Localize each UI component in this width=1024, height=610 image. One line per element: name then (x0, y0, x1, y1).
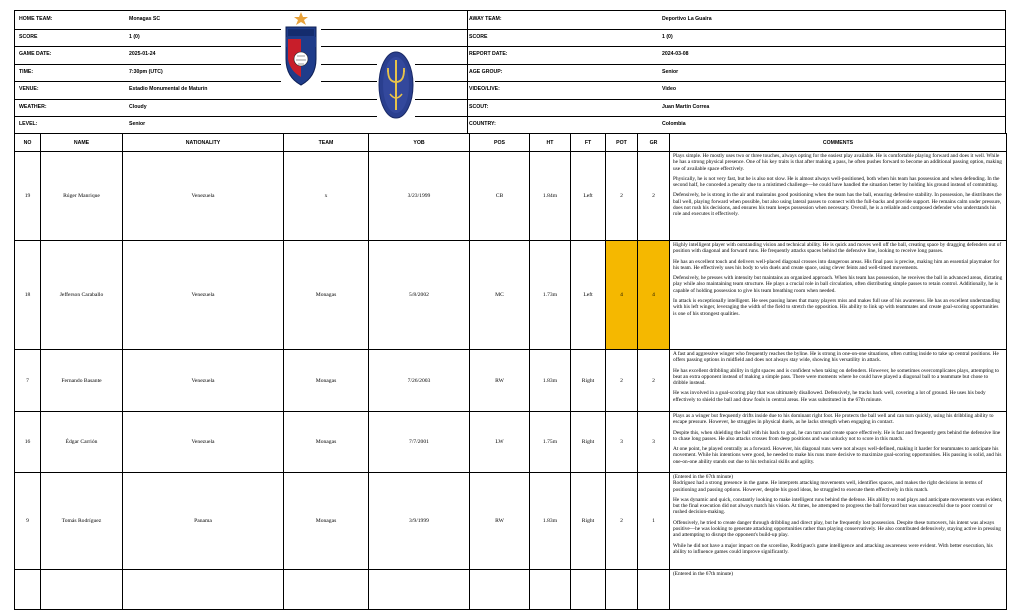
comment-paragraph: At one point, he played centrally as a forward. However, his diagonal runs were not always well-defined, making it harder for teammates to anticipate his movement. While his intentions were good, he needed to make his runs more decisive to maximize goal-scoring opportunities. His passing is solid, and his one-on-one ability stands out due to his technical skills and agility. (673, 446, 1002, 465)
comment-paragraph: In attack is exceptionally intelligent. He sees passing lanes that many players miss and makes full use of his awareness. He has an excellent understanding with his left winger, leveraging the width of the field to stretch the opposition. His ability to link up with teammates and create goal-scoring opportunities is one of his strongest qualities. (673, 298, 1000, 317)
weather-label: WEATHER: (19, 103, 47, 110)
info-row-venue (15, 81, 1005, 100)
table-row (15, 152, 1007, 241)
video-value: Video (662, 86, 677, 92)
cell-no: 18 (15, 241, 41, 350)
comment-paragraph: (Entered in the 67th minute) (673, 571, 734, 577)
comment-paragraph: He has excellent dribbling ability in tight spaces and is confident when taking on defenders. However, he sometimes overcomplicates plays, attempting to beat an extra opponent instead of making a simple pass. There were moments where he could have played a diagonal ball to a teammate but chose to dribble instead. (673, 367, 1000, 387)
video-label: VIDEO/LIVE: (469, 86, 500, 92)
comment-paragraph: He was dynamic and quick, constantly looking to make intelligent runs behind the defense. His ability to read plays and anticipate movements was evident, but the final execution did not always match his vision. At times, he attempted to progress the ball forward but was unsuccessful due to poor control or rushed decision-making. (673, 496, 1003, 516)
comments-text (673, 153, 1003, 218)
cell-pos: LW (470, 412, 530, 473)
comment-paragraph: Physically, he is not very fast, but he is also not slow. He is almost always well-positioned, both when his team has possession and when defending. In the second half, he conceded a penalty due to a mistimed challenge—he could have handled the situation better by holding his ground instead of committing. (673, 175, 1000, 189)
cell-ft (571, 570, 606, 610)
cell-gr: 3 (638, 412, 670, 473)
comments-text (673, 242, 1003, 317)
scout-label: SCOUT: (469, 103, 489, 110)
col-header-nationality: NATIONALITY (123, 134, 284, 152)
cell-team: Monagas (284, 241, 369, 350)
info-row-time (15, 64, 1005, 83)
cell-no: 19 (15, 152, 41, 241)
info-row-score (15, 29, 1005, 48)
cell-comments (670, 570, 1007, 610)
cell-comments (670, 412, 1007, 473)
cell-yob: 3/23/1999 (369, 152, 470, 241)
game-date-label: GAME DATE: (19, 51, 52, 57)
table-row (15, 473, 1007, 570)
comment-paragraph: Highly intelligent player with outstanding vision and technical ability. He is quick and moves well off the ball, creating space by dragging defenders out of position with diagonal and forward runs. He frequently attacks spaces behind the defensive line, looking to receive long passes. (673, 242, 1002, 255)
col-header-team: TEAM (284, 134, 369, 152)
col-header-pot: POT (606, 134, 638, 152)
table-row (15, 241, 1007, 350)
cell-ft: Left (571, 241, 606, 350)
cell-team: Monagas (284, 350, 369, 412)
cell-pos: RW (470, 473, 530, 570)
weather-value: Cloudy (129, 103, 147, 110)
cell-ft: Right (571, 350, 606, 412)
cell-pos: RW (470, 350, 530, 412)
info-row-weather (15, 99, 1005, 118)
cell-nationality: Venezuela (123, 152, 284, 241)
away-team-logo (377, 50, 415, 120)
away-team-label: AWAY TEAM: (469, 16, 502, 22)
comments-text (673, 571, 1003, 577)
cell-yob: 5/8/2002 (369, 241, 470, 350)
venue-value: Estadio Monumental de Maturín (129, 86, 208, 92)
cell-yob: 7/7/2001 (369, 412, 470, 473)
cell-gr (638, 570, 670, 610)
cell-pos: MC (470, 241, 530, 350)
level-value: Senior (129, 121, 146, 127)
comment-paragraph: Defensively, he presses with intensity but maintains an organized approach. When his team has possession, he receives the ball in advanced areas, dictating play while also maintaining team structure. He plays a crucial role in ball circulation, often distributing simple passes to retain control. Additionally, he is capable of holding possession to give his team breathing room when needed. (673, 275, 1003, 294)
comment-paragraph: Offensively, he tried to create danger through dribbling and direct play, but he frequently lost possession. Despite these turnovers, his intent was always positive—he was looking to generate attacking opportunities rather than playing conservatively. He also contributed defensively, staying active in pressing and attempting to disrupt the opponent's build-up play. (673, 519, 1001, 539)
comment-paragraph: A fast and aggressive winger who frequently reaches the byline. He is strong in one-on-one situations, often cutting inside to take up central positions. He offers passing options in midfield and does not always stay wide, showing his versatility in attack. (673, 351, 999, 364)
cell-name: Fernando Basante (41, 350, 123, 412)
comment-paragraph: Despite this, when shielding the ball with his back to goal, he can turn and create space effectively. He is fast and frequently gets behind the defensive line to chase long passes. He also attacks crosses from deep positions and was unlucky not to score in this match. (673, 429, 1001, 442)
comment-paragraph: He has an excellent touch and delivers well-placed diagonal crosses into dangerous areas. His final pass is precise, making him an essential playmaker for his team. He effectively uses his body to win duels and create space, using clever feints and well-timed movements. (673, 258, 1000, 271)
comments-text (673, 351, 1003, 403)
cell-ft: Right (571, 412, 606, 473)
col-header-ft: FT (571, 134, 606, 152)
comment-paragraph: (Entered in the 67th minute) Rodríguez had a strong presence in the game. He interprets attacking movements well, identifies spaces, and makes the right decisions in terms of positioning and passing options. However, despite his good ideas, he struggled to execute them effectively in this match. (673, 474, 983, 493)
age-group-value: Senior (662, 68, 679, 75)
cell-name: Tomás Rodríguez (41, 473, 123, 570)
home-team-logo (281, 11, 321, 87)
country-label: COUNTRY: (469, 121, 496, 127)
cell-gr: 2 (638, 350, 670, 412)
cell-no: 9 (15, 473, 41, 570)
away-team-value: Deportivo La Guaira (662, 16, 712, 22)
venue-label: VENUE: (19, 86, 39, 92)
comment-paragraph: Plays as a winger but frequently drifts inside due to his dominant right foot. He protects the ball well and can turn quickly, using his dribbling ability to escape pressure. However, he struggles in physical duels, as he lacks strength when engaging in contact. (673, 413, 994, 426)
cell-ht: 1.83m (530, 473, 571, 570)
cell-nationality: Panama (123, 473, 284, 570)
cell-nationality: Venezuela (123, 241, 284, 350)
report-date-label: REPORT DATE: (469, 51, 508, 57)
table-header-row (15, 134, 1007, 152)
table-row (15, 412, 1007, 473)
cell-ht: 1.75m (530, 412, 571, 473)
age-group-label: AGE GROUP: (469, 68, 503, 75)
cell-name: Jefferson Caraballo (41, 241, 123, 350)
cell-pot: 2 (606, 152, 638, 241)
game-date-value: 2025-01-24 (129, 51, 156, 57)
cell-pos: CB (470, 152, 530, 241)
cell-pot: 2 (606, 350, 638, 412)
time-value: 7:30pm (UTC) (129, 68, 163, 75)
cell-comments (670, 152, 1007, 241)
cell-ft: Left (571, 152, 606, 241)
col-header-ht: HT (530, 134, 571, 152)
country-value: Colombia (662, 121, 686, 127)
report-date-value: 2024-03-08 (662, 51, 689, 57)
col-header-gr: GR (638, 134, 670, 152)
table-row (15, 570, 1007, 610)
cell-comments (670, 350, 1007, 412)
cell-pos (470, 570, 530, 610)
cell-pot (606, 570, 638, 610)
comment-paragraph: Defensively, he is strong in the air and maintains good positioning when the team has the ball, ensuring defensive stability. In possession, he distributes the ball well, playing forward when possible, but also using lateral passes to connect with the full-backs and provide support. He remains calm under pressure, does not rush his decisions, and ensures his team keeps possession when necessary. Overall, he is a reliable and composed defender who understands his role and executes it effectively. (673, 192, 1002, 218)
cell-ht (530, 570, 571, 610)
col-header-name: NAME (41, 134, 123, 152)
comment-paragraph: Plays simple. He mostly uses two or three touches, always opting for the easiest play available. He is comfortable playing forward and does it well. While he has a strong physical presence. One of his key traits is that after making a pass, he often pushes forward to become an additional passing option, making use of available space effectively. (673, 153, 1002, 172)
cell-ht: 1.73m (530, 241, 571, 350)
info-row-team (15, 11, 1005, 30)
info-row-date (15, 46, 1005, 65)
scout-value: Juan Martín Correa (662, 103, 710, 110)
comments-text (673, 474, 1003, 555)
match-info-header (14, 10, 1006, 134)
cell-yob: 7/26/2003 (369, 350, 470, 412)
home-team-label: HOME TEAM: (19, 16, 53, 22)
cell-team (284, 570, 369, 610)
cell-team: x (284, 152, 369, 241)
cell-name: Rúger Manrique (41, 152, 123, 241)
cell-team: Monagas (284, 412, 369, 473)
cell-name: Édgar Carrión (41, 412, 123, 473)
col-header-comments: COMMENTS (670, 134, 1007, 152)
scouting-report (14, 10, 1006, 577)
cell-nationality: Venezuela (123, 350, 284, 412)
col-header-pos: POS (470, 134, 530, 152)
cell-nationality: Venezuela (123, 412, 284, 473)
header-divider (467, 11, 468, 134)
cell-nationality (123, 570, 284, 610)
cell-ht: 1.83m (530, 350, 571, 412)
cell-gr: 2 (638, 152, 670, 241)
cell-gr: 4 (638, 241, 670, 350)
comment-paragraph: While he did not have a major impact on the scoreline, Rodríguez's game intelligence and attacking awareness were evident. With better execution, his ability to influence games could improve significantly. (673, 542, 993, 555)
away-score-value: 1 (0) (662, 33, 673, 40)
away-score-label: SCORE (469, 33, 488, 40)
info-row-level (15, 116, 1005, 134)
cell-comments (670, 241, 1007, 350)
cell-pot: 2 (606, 473, 638, 570)
cell-team: Monagas (284, 473, 369, 570)
home-team-value: Monagas SC (129, 16, 161, 22)
cell-pot: 3 (606, 412, 638, 473)
cell-name (41, 570, 123, 610)
cell-no: 16 (15, 412, 41, 473)
cell-ht: 1.84m (530, 152, 571, 241)
cell-gr: 1 (638, 473, 670, 570)
comment-paragraph: He was involved in a goal-scoring play that was ultimately disallowed. Defensively, he tracks back well, covering a lot of ground. He uses his body effectively to shield the ball and draw fouls in central areas. He was substituted in the 67th minute. (673, 390, 986, 403)
home-score-label: SCORE (19, 33, 38, 40)
cell-pot: 4 (606, 241, 638, 350)
time-label: TIME: (19, 68, 34, 75)
player-table (14, 133, 1007, 610)
comments-text (673, 413, 1003, 465)
table-row (15, 350, 1007, 412)
cell-comments (670, 473, 1007, 570)
home-score-value: 1 (0) (129, 33, 140, 40)
cell-ft: Right (571, 473, 606, 570)
cell-yob: 3/9/1999 (369, 473, 470, 570)
cell-yob (369, 570, 470, 610)
cell-no (15, 570, 41, 610)
cell-no: 7 (15, 350, 41, 412)
level-label: LEVEL: (19, 121, 38, 127)
col-header-yob: YOB (369, 134, 470, 152)
col-header-no: NO (15, 134, 41, 152)
